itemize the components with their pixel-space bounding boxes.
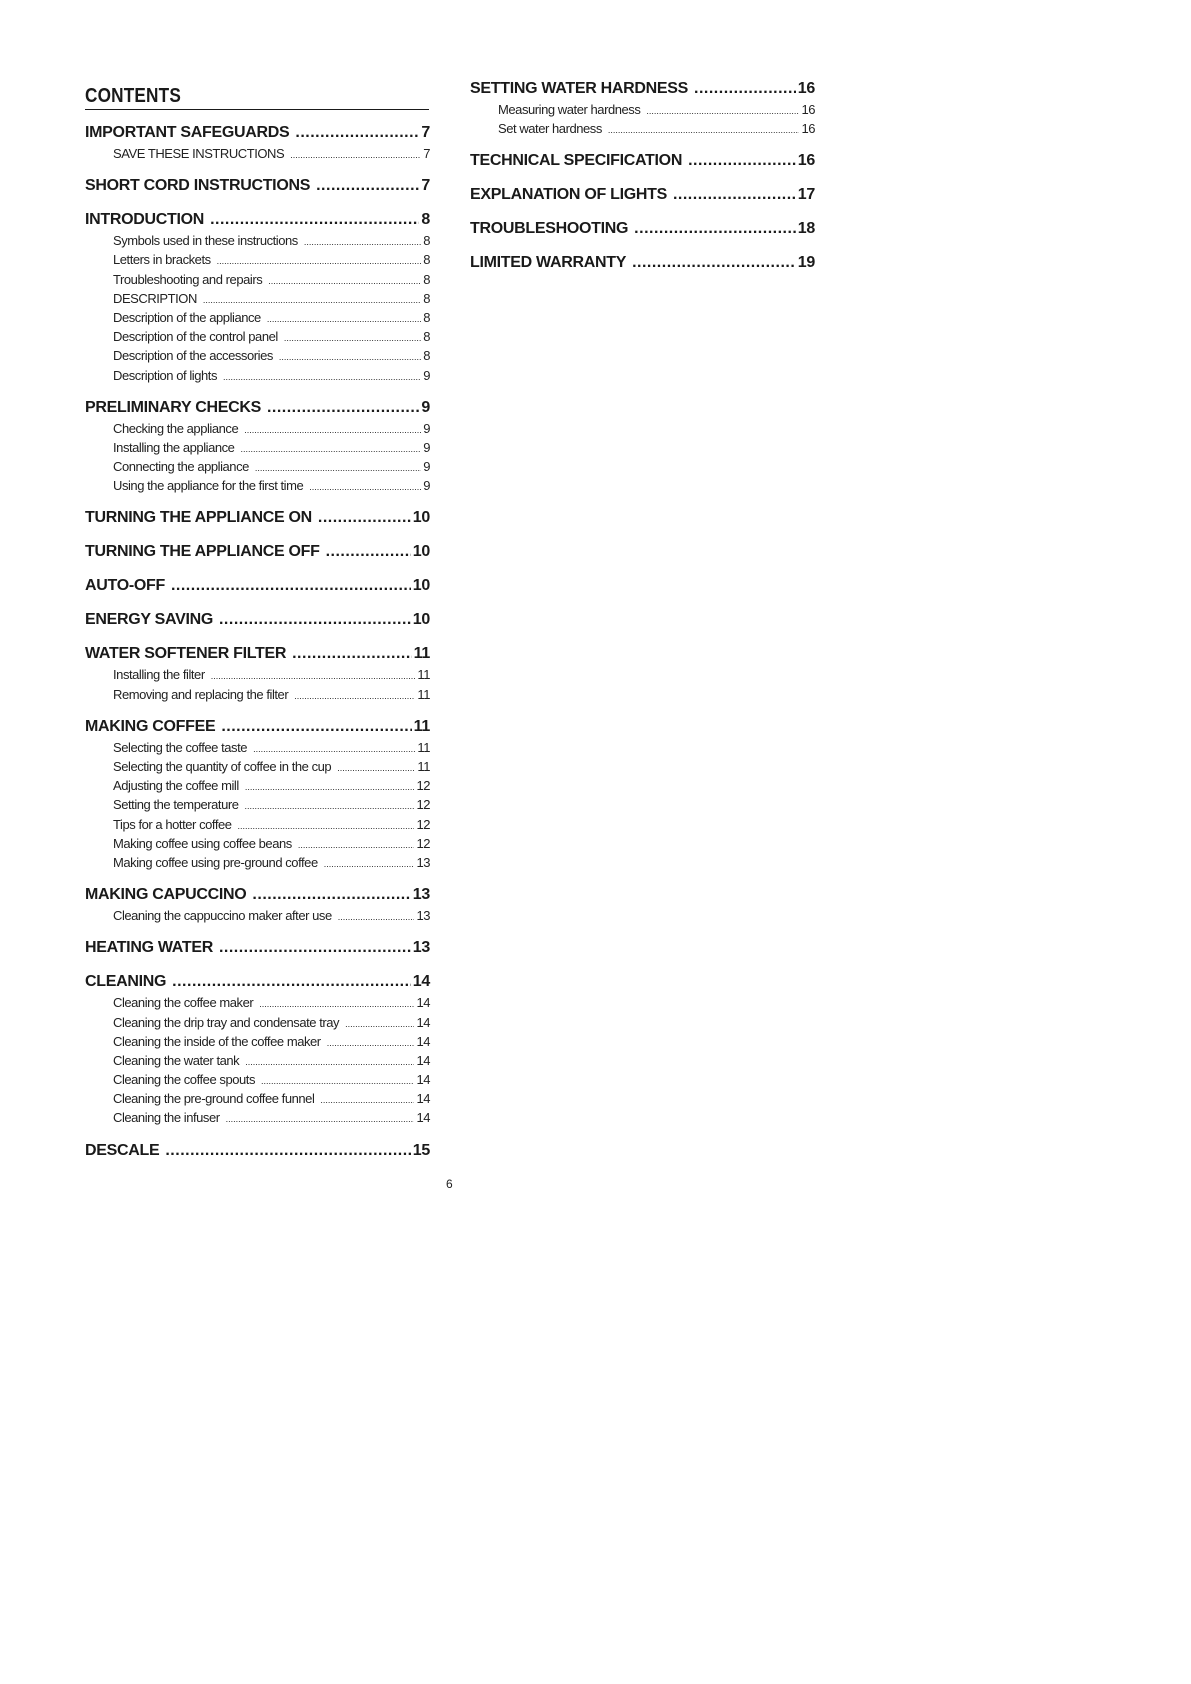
- toc-section: [85, 718, 430, 874]
- toc-subentry[interactable]: [85, 740, 430, 759]
- toc-subentry[interactable]: [85, 272, 430, 291]
- toc-entry[interactable]: [470, 254, 815, 276]
- toc-subentry[interactable]: [85, 778, 430, 797]
- toc-subentry-page: 8: [423, 309, 430, 325]
- toc-entry[interactable]: [85, 886, 430, 908]
- dot-leader: [295, 124, 419, 142]
- toc-subentry-page: 12: [416, 835, 430, 851]
- toc-subentry-page: 12: [416, 816, 430, 832]
- toc-entry-label: PRELIMINARY CHECKS: [85, 398, 261, 416]
- toc-subentry-label: Cleaning the drip tray and condensate tray: [113, 1014, 340, 1030]
- toc-subentry-label: Cleaning the coffee maker: [113, 995, 254, 1011]
- toc-subentry[interactable]: [85, 817, 430, 836]
- toc-subentry-label: Measuring water hardness: [498, 102, 641, 117]
- toc-subentry-label: Cleaning the infuser: [113, 1110, 220, 1126]
- dot-leader: [245, 782, 415, 792]
- toc-subentry[interactable]: [85, 146, 430, 165]
- dot-leader: [172, 973, 411, 991]
- toc-subentry-page: 13: [416, 854, 430, 870]
- toc-entry[interactable]: [85, 577, 430, 599]
- toc-subentry[interactable]: [85, 329, 430, 348]
- toc-subentry-label: Troubleshooting and repairs: [113, 271, 263, 287]
- toc-entry-label: LIMITED WARRANTY: [470, 254, 627, 272]
- toc-section: [470, 152, 815, 174]
- page-number: 6: [446, 1177, 453, 1191]
- toc-section: [85, 886, 430, 927]
- dot-leader: [217, 256, 422, 266]
- toc-subentry[interactable]: [85, 908, 430, 927]
- toc-entry-label: WATER SOFTENER FILTER: [85, 645, 287, 663]
- toc-subentry[interactable]: [85, 1110, 430, 1129]
- toc-subentry-label: DESCRIPTION: [113, 290, 197, 306]
- dot-leader: [261, 1076, 414, 1086]
- toc-entry-page: 9: [421, 398, 430, 416]
- dot-leader: [320, 1095, 414, 1105]
- toc-section: [85, 645, 430, 705]
- toc-subentry-page: 14: [416, 1072, 430, 1088]
- dot-leader: [326, 543, 411, 561]
- toc-subentry-page: 9: [423, 459, 430, 475]
- toc-entry[interactable]: [85, 611, 430, 633]
- toc-entry[interactable]: [470, 186, 815, 208]
- toc-entry[interactable]: [85, 973, 430, 995]
- toc-entry-page: 11: [413, 717, 430, 735]
- toc-entry-page: 7: [421, 124, 430, 141]
- toc-entry-label: SHORT CORD INSTRUCTIONS: [85, 177, 311, 195]
- toc-entry[interactable]: [85, 1142, 430, 1164]
- toc-subentry-page: 8: [423, 271, 430, 287]
- toc-subentry-page: 8: [423, 252, 430, 268]
- toc-subentry-page: 11: [417, 739, 430, 755]
- toc-section: [85, 611, 430, 633]
- toc-entry-label: TROUBLESHOOTING: [470, 220, 629, 238]
- toc-subentry-page: 14: [416, 995, 430, 1011]
- toc-section: [85, 1142, 430, 1164]
- toc-entry[interactable]: [85, 543, 430, 565]
- toc-subentry[interactable]: [85, 440, 430, 459]
- dot-leader: [634, 220, 796, 238]
- toc-section: [470, 80, 815, 140]
- toc-subentry-label: Description of the accessories: [113, 348, 273, 364]
- toc-section: [85, 543, 430, 565]
- dot-leader: [259, 999, 414, 1009]
- toc-section: [85, 509, 430, 531]
- toc-entry-page: 10: [412, 611, 430, 629]
- toc-subentry-page: 16: [801, 102, 815, 117]
- toc-entry-page: 13: [412, 886, 430, 904]
- toc-entry-label: DESCALE: [85, 1141, 160, 1159]
- toc-right-column: [470, 80, 815, 288]
- dot-leader: [210, 211, 419, 229]
- toc-entry-label: TECHNICAL SPECIFICATION: [470, 152, 683, 170]
- dot-leader: [211, 671, 416, 681]
- toc-subentry[interactable]: [85, 667, 430, 686]
- toc-subentry[interactable]: [470, 121, 815, 140]
- toc-subentry[interactable]: [85, 233, 430, 252]
- toc-subentry-label: Tips for a hotter coffee: [113, 816, 232, 832]
- toc-subentry[interactable]: [470, 102, 815, 121]
- toc-entry-label: TURNING THE APPLIANCE ON: [85, 509, 312, 527]
- toc-subentry-label: Cleaning the water tank: [113, 1052, 240, 1068]
- toc-entry[interactable]: [85, 211, 430, 233]
- toc-entry-label: INTRODUCTION: [85, 211, 205, 229]
- toc-subentry-page: 16: [801, 121, 815, 137]
- toc-subentry-page: 14: [416, 1091, 430, 1107]
- dot-leader: [171, 577, 411, 595]
- toc-subentry[interactable]: [85, 478, 430, 497]
- toc-section: [85, 939, 430, 961]
- toc-subentry[interactable]: [85, 421, 430, 440]
- toc-subentry-label: Setting the temperature: [113, 797, 239, 813]
- dot-leader: [324, 859, 415, 869]
- toc-entry-page: 10: [412, 577, 430, 595]
- toc-subentry[interactable]: [85, 855, 430, 874]
- toc-entry-label: MAKING CAPUCCINO: [85, 886, 247, 904]
- toc-subentry-page: 14: [416, 1033, 430, 1049]
- toc-entry-page: 17: [797, 186, 815, 204]
- toc-entry[interactable]: [85, 124, 430, 146]
- dot-leader: [632, 254, 796, 272]
- toc-subentry-page: 9: [423, 439, 430, 455]
- dot-leader: [309, 482, 421, 492]
- toc-subentry-label: Checking the appliance: [113, 420, 239, 436]
- toc-entry-page: 7: [421, 177, 430, 195]
- dot-leader: [294, 691, 415, 701]
- toc-section: [85, 399, 430, 498]
- toc-subentry-label: Installing the filter: [113, 667, 205, 683]
- toc-entry[interactable]: [85, 509, 430, 531]
- toc-subentry-label: SAVE THESE INSTRUCTIONS: [113, 146, 285, 161]
- toc-subentry-label: Letters in brackets: [113, 252, 211, 268]
- toc-subentry-label: Making coffee using coffee beans: [113, 835, 292, 851]
- toc-subentry[interactable]: [85, 836, 430, 855]
- toc-subentry-label: Removing and replacing the filter: [113, 686, 289, 702]
- toc-subentry-page: 14: [416, 1110, 430, 1126]
- dot-leader: [338, 912, 415, 922]
- toc-entry-label: SETTING WATER HARDNESS: [470, 80, 689, 97]
- toc-subentry-page: 11: [417, 686, 430, 702]
- dot-leader: [292, 645, 412, 663]
- toc-left-sections: [85, 124, 430, 1164]
- dot-leader: [290, 150, 421, 160]
- toc-title: CONTENTS: [85, 85, 429, 110]
- dot-leader: [284, 333, 421, 343]
- toc-section: [85, 577, 430, 599]
- dot-leader: [203, 295, 421, 305]
- toc-subentry-page: 8: [423, 329, 430, 345]
- dot-leader: [267, 314, 421, 324]
- toc-subentry-page: 8: [423, 233, 430, 249]
- toc-subentry[interactable]: [85, 1034, 430, 1053]
- toc-section: [85, 177, 430, 199]
- toc-subentry-label: Description of the appliance: [113, 309, 261, 325]
- toc-subentry[interactable]: [85, 1091, 430, 1110]
- dot-leader: [304, 237, 421, 247]
- toc-entry-page: 16: [797, 80, 815, 97]
- dot-leader: [226, 1114, 415, 1124]
- dot-leader: [240, 444, 421, 454]
- toc-subentry[interactable]: [85, 759, 430, 778]
- toc-entry-page: 10: [412, 543, 430, 561]
- toc-subentry-label: Using the appliance for the first time: [113, 478, 304, 494]
- toc-entry-page: 8: [421, 211, 430, 229]
- dot-leader: [345, 1019, 414, 1029]
- toc-subentry[interactable]: [85, 1015, 430, 1034]
- dot-leader: [223, 372, 421, 382]
- toc-subentry[interactable]: [85, 995, 430, 1014]
- toc-subentry-page: 8: [423, 290, 430, 306]
- toc-entry[interactable]: [85, 718, 430, 740]
- dot-leader: [646, 106, 799, 116]
- toc-subentry-page: 8: [423, 348, 430, 364]
- toc-entry[interactable]: [470, 80, 815, 102]
- toc-entry[interactable]: [85, 645, 430, 667]
- toc-entry-page: 18: [797, 220, 815, 238]
- toc-entry-label: MAKING COFFEE: [85, 717, 216, 735]
- toc-subentry-label: Symbols used in these instructions: [113, 233, 298, 249]
- toc-subentry-label: Selecting the quantity of coffee in the cup: [113, 759, 332, 774]
- dot-leader: [327, 1038, 415, 1048]
- dot-leader: [318, 509, 411, 527]
- toc-section: [85, 211, 430, 387]
- toc-entry-page: 14: [412, 973, 430, 991]
- toc-subentry-label: Making coffee using pre-ground coffee: [113, 854, 318, 870]
- toc-subentry-label: Cleaning the cappuccino maker after use: [113, 908, 332, 924]
- dot-leader: [694, 80, 796, 98]
- dot-leader: [165, 1142, 410, 1160]
- toc-subentry-label: Installing the appliance: [113, 439, 235, 455]
- toc-entry[interactable]: [85, 399, 430, 421]
- dot-leader: [253, 744, 415, 754]
- toc-subentry-label: Cleaning the coffee spouts: [113, 1072, 256, 1088]
- dot-leader: [688, 152, 796, 170]
- dot-leader: [245, 1057, 414, 1067]
- dot-leader: [316, 177, 419, 195]
- dot-leader: [267, 399, 419, 417]
- toc-entry-page: 19: [797, 254, 815, 272]
- toc-subentry-label: Cleaning the pre-ground coffee funnel: [113, 1091, 315, 1107]
- toc-subentry-page: 9: [423, 367, 430, 383]
- toc-entry-page: 15: [412, 1141, 430, 1159]
- toc-entry[interactable]: [85, 177, 430, 199]
- toc-section: [85, 973, 430, 1129]
- toc-subentry[interactable]: [85, 797, 430, 816]
- toc-subentry-label: Adjusting the coffee mill: [113, 778, 239, 794]
- toc-subentry[interactable]: [85, 1072, 430, 1091]
- toc-subentry-page: 14: [416, 1014, 430, 1030]
- dot-leader: [255, 463, 421, 473]
- dot-leader: [221, 718, 411, 736]
- toc-subentry[interactable]: [85, 348, 430, 367]
- toc-section: [470, 220, 815, 242]
- toc-entry-page: 16: [797, 152, 815, 170]
- dot-leader: [279, 352, 421, 362]
- toc-subentry-page: 12: [416, 778, 430, 794]
- toc-subentry[interactable]: [85, 687, 430, 706]
- toc-entry-page: 13: [412, 939, 430, 957]
- dot-leader: [608, 125, 800, 135]
- toc-section: [85, 124, 430, 165]
- toc-subentry[interactable]: [85, 459, 430, 478]
- toc-subentry-page: 14: [416, 1052, 430, 1068]
- toc-subentry-page: 11: [417, 667, 430, 683]
- toc-subentry-page: 13: [416, 908, 430, 924]
- dot-leader: [673, 186, 796, 204]
- dot-leader: [298, 840, 415, 850]
- toc-entry-label: EXPLANATION OF LIGHTS: [470, 186, 667, 204]
- toc-subentry-label: Connecting the appliance: [113, 459, 249, 475]
- toc-entry[interactable]: [470, 152, 815, 174]
- toc-subentry-label: Selecting the coffee taste: [113, 739, 248, 755]
- toc-subentry[interactable]: [85, 368, 430, 387]
- toc-entry-label: ENERGY SAVING: [85, 611, 213, 629]
- toc-entry[interactable]: [85, 939, 430, 961]
- dot-leader: [238, 821, 415, 831]
- dot-leader: [268, 276, 421, 286]
- dot-leader: [245, 801, 415, 811]
- toc-subentry-label: Description of lights: [113, 367, 217, 383]
- toc-subentry[interactable]: [85, 1053, 430, 1072]
- toc-subentry-page: 9: [423, 420, 430, 436]
- toc-entry-page: 11: [413, 645, 430, 663]
- toc-subentry-label: Description of the control panel: [113, 329, 278, 345]
- toc-subentry-page: 9: [423, 478, 430, 494]
- toc-section: [470, 254, 815, 276]
- toc-subentry[interactable]: [85, 252, 430, 271]
- toc-left-column: [85, 80, 430, 1176]
- toc-subentry-label: Cleaning the inside of the coffee maker: [113, 1033, 321, 1049]
- dot-leader: [219, 611, 411, 629]
- toc-subentry-label: Set water hardness: [498, 121, 602, 137]
- toc-entry-page: 10: [412, 509, 430, 527]
- toc-subentry-page: 11: [417, 759, 430, 774]
- toc-entry-label: AUTO-OFF: [85, 577, 165, 595]
- toc-subentry[interactable]: [85, 291, 430, 310]
- toc-entry-label: IMPORTANT SAFEGUARDS: [85, 124, 290, 141]
- toc-entry[interactable]: [470, 220, 815, 242]
- toc-right-sections: [470, 80, 815, 276]
- toc-section: [470, 186, 815, 208]
- dot-leader: [337, 763, 415, 773]
- toc-subentry-page: 7: [423, 146, 430, 161]
- dot-leader: [244, 425, 421, 435]
- toc-subentry[interactable]: [85, 310, 430, 329]
- toc-entry-label: CLEANING: [85, 973, 167, 991]
- toc-subentry-page: 12: [416, 797, 430, 813]
- toc-entry-label: HEATING WATER: [85, 939, 213, 957]
- toc-entry-label: TURNING THE APPLIANCE OFF: [85, 543, 320, 561]
- dot-leader: [252, 886, 410, 904]
- dot-leader: [219, 939, 411, 957]
